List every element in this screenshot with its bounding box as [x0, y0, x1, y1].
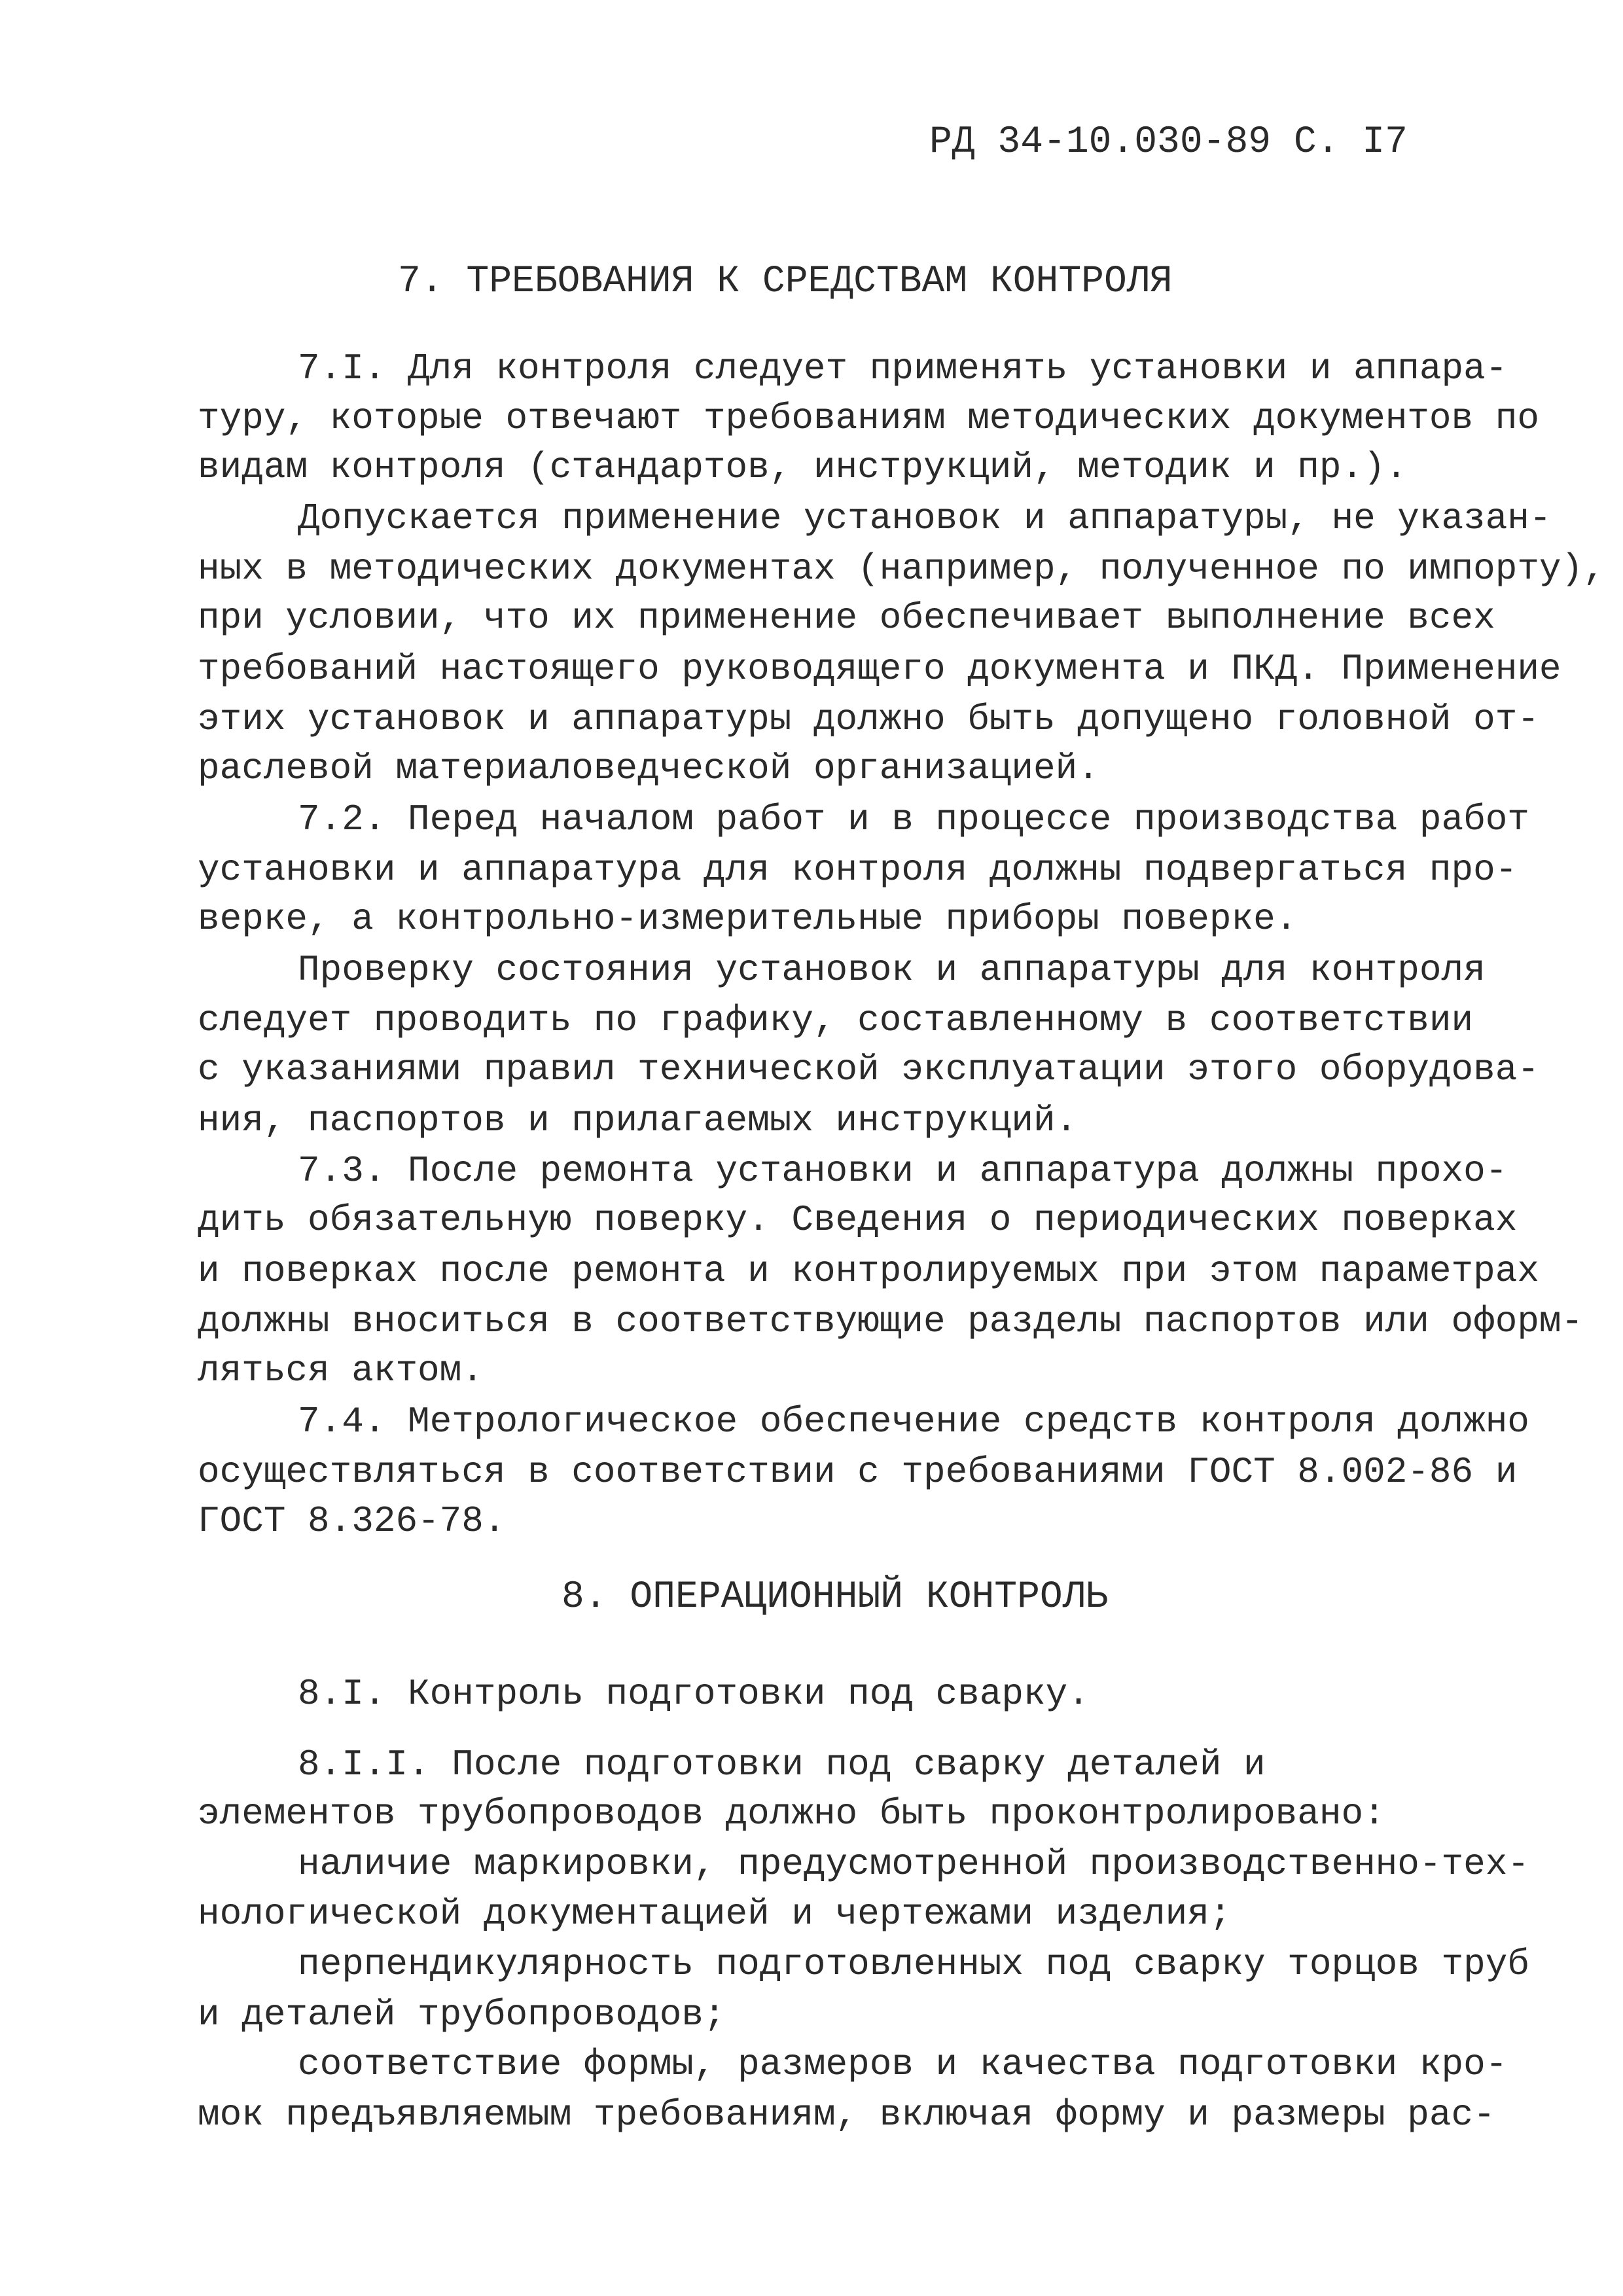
text-line: наличие маркировки, предусмотренной производственно-тех-	[298, 1843, 1529, 1885]
text-line: с указаниями правил технической эксплуатации этого оборудова-	[198, 1049, 1539, 1090]
text-line: 8.I.I. После подготовки под сварку деталей и	[298, 1744, 1266, 1785]
text-line: верке, а контрольно-измерительные приборы поверке.	[198, 898, 1298, 940]
text-line: Допускается применение установок и аппаратуры, не указан-	[298, 497, 1552, 539]
document-code-header: РД 34-10.030-89 С. I7	[929, 121, 1408, 164]
section-7-title: 7. ТРЕБОВАНИЯ К СРЕДСТВАМ КОНТРОЛЯ	[398, 260, 1173, 303]
text-line: 7.4. Метрологическое обеспечение средств контроля должно	[298, 1401, 1529, 1443]
text-line: при условии, что их применение обеспечивает выполнение всех	[198, 597, 1495, 639]
text-line: установки и аппаратура для контроля должны подвергаться про-	[198, 849, 1518, 891]
text-line: видам контроля (стандартов, инструкций, методик и пр.).	[198, 446, 1408, 488]
text-line: этих установок и аппаратуры должно быть допущено головной от-	[198, 698, 1539, 740]
text-line: нологической документацией и чертежами изделия;	[198, 1893, 1232, 1935]
text-line: осуществляться в соответствии с требованиями ГОСТ 8.002-86 и	[198, 1451, 1518, 1493]
text-line: 8.I. Контроль подготовки под сварку.	[298, 1673, 1090, 1715]
text-line: и поверках после ремонта и контролируемых при этом параметрах	[198, 1250, 1539, 1292]
text-line: дить обязательную поверку. Сведения о периодических поверках	[198, 1199, 1518, 1241]
text-line: раслевой материаловедческой организацией.	[198, 747, 1099, 789]
text-line: перпендикулярность подготовленных под сварку торцов труб	[298, 1943, 1529, 1985]
text-line: ГОСТ 8.326-78.	[198, 1500, 506, 1542]
text-line: ляться актом.	[198, 1350, 484, 1391]
section-8-title: 8. ОПЕРАЦИОННЫЙ КОНТРОЛЬ	[562, 1576, 1109, 1619]
text-line: Проверку состояния установок и аппаратуры для контроля	[298, 949, 1486, 991]
text-line: 7.3. После ремонта установки и аппаратура должны прохо-	[298, 1150, 1508, 1192]
text-line: туру, которые отвечают требованиям методических документов по	[198, 397, 1539, 439]
text-line: и деталей трубопроводов;	[198, 1994, 726, 2036]
text-line: 7.2. Перед началом работ и в процессе производства работ	[298, 798, 1529, 840]
text-line: требований настоящего руководящего документа и ПКД. Применение	[198, 648, 1561, 690]
text-line: ния, паспортов и прилагаемых инструкций.	[198, 1100, 1078, 1141]
text-line: ных в методических документах (например, полученное по импорту),	[198, 548, 1605, 590]
text-line: мок предъявляемым требованиям, включая форму и размеры рас-	[198, 2094, 1495, 2136]
text-line: элементов трубопроводов должно быть проконтролировано:	[198, 1793, 1385, 1835]
text-line: должны вноситься в соответствующие разделы паспортов или оформ-	[198, 1300, 1584, 1342]
text-line: следует проводить по графику, составленному в соответствии	[198, 999, 1474, 1041]
text-line: соответствие формы, размеров и качества подготовки кро-	[298, 2043, 1508, 2085]
text-line: 7.I. Для контроля следует применять установки и аппара-	[298, 348, 1508, 389]
